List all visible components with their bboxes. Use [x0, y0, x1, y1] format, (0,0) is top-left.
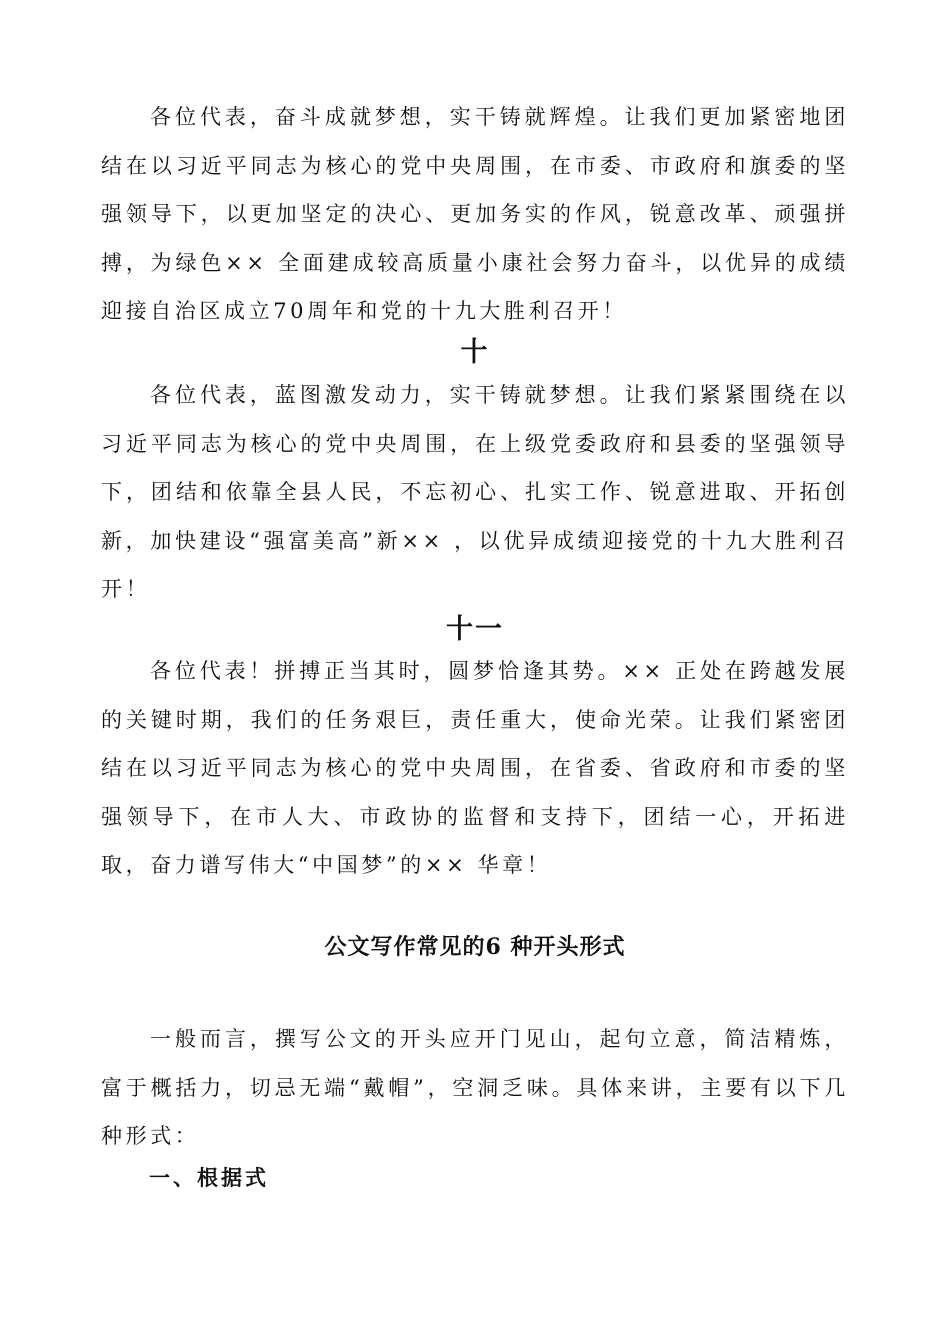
section-number-10: 十 — [460, 337, 490, 368]
paragraph-closing-2: 各位代表，蓝图激发动力，实干铸就梦想。让我们紧紧围绕在以习近平同志为核心的党中央周围，在上级党委政府和县委的坚强领导下，团结和依靠全县人民，不忘初心、扎实工作、锐意进取、开拓创新，加快建设“强富美高”新×× ，以优异成绩迎接党的十九大胜利召开！ — [101, 383, 849, 601]
subheading-basis-form: 一、根据式 — [149, 1165, 269, 1190]
document-title: 公文写作常见的6 种开头形式 — [324, 934, 626, 960]
paragraph-intro: 一般而言，撰写公文的开头应开门见山，起句立意，简洁精炼，富于概括力，切忌无端“戴帽”，空洞乏味。具体来讲，主要有以下几种形式： — [101, 1027, 849, 1148]
section-number-11: 十一 — [446, 614, 504, 645]
paragraph-closing-1: 各位代表，奋斗成就梦想，实干铸就辉煌。让我们更加紧密地团结在以习近平同志为核心的党中央周围，在市委、市政府和旗委的坚强领导下，以更加坚定的决心、更加务实的作风，锐意改革、顽强拼搏，为绿色×× 全面建成较高质量小康社会努力奋斗，以优异的成绩迎接自治区成立70周年和党的十九大胜利召开！ — [101, 105, 849, 323]
paragraph-closing-3: 各位代表！拼搏正当其时，圆梦恰逢其势。×× 正处在跨越发展的关键时期，我们的任务艰巨，责任重大，使命光荣。让我们紧密团结在以习近平同志为核心的党中央周围，在省委、省政府和市委的坚强领导下，在市人大、市政协的监督和支持下，团结一心，开拓进取，奋力谱写伟大“中国梦”的×× 华章！ — [101, 659, 849, 877]
